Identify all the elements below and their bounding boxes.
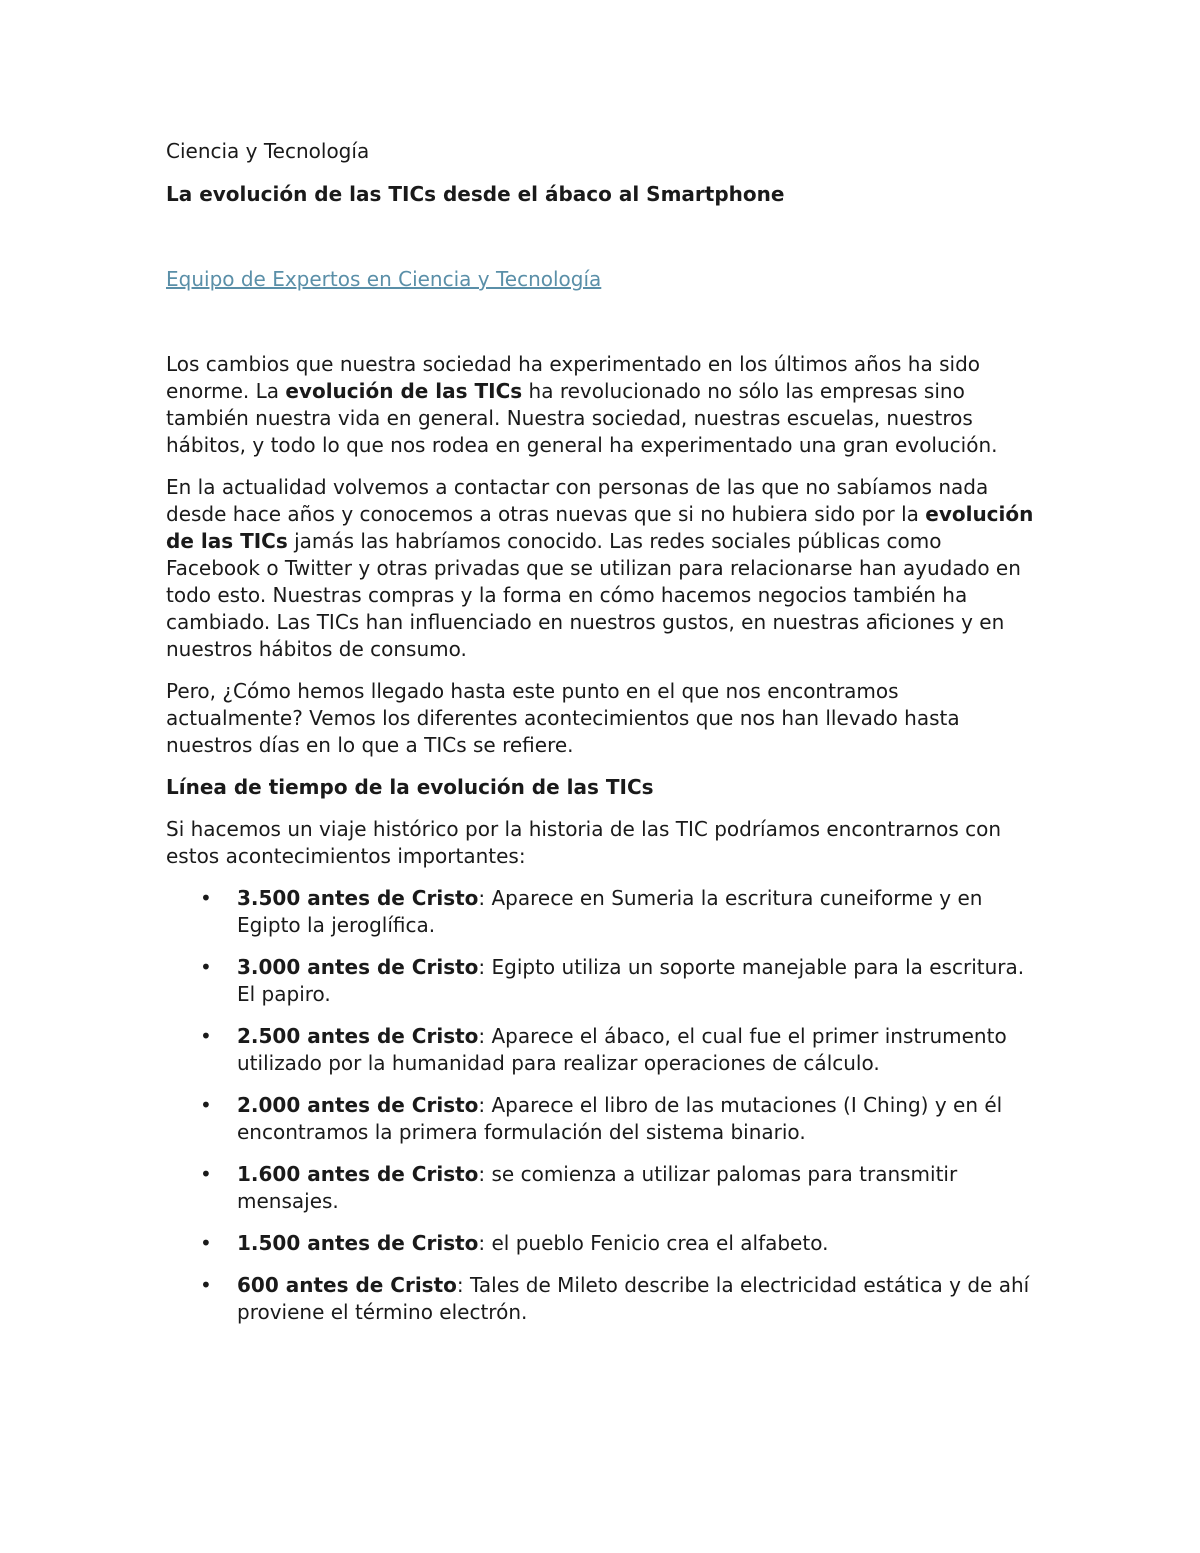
- category-label: Ciencia y Tecnología: [166, 139, 370, 163]
- section-heading: Línea de tiempo de la evolución de las TICs: [166, 775, 654, 799]
- document-title: La evolución de las TICs desde el ábaco al Smartphone: [166, 182, 785, 206]
- timeline-date: 1.600 antes de Cristo: [237, 1162, 479, 1186]
- timeline-date: 3.500 antes de Cristo: [237, 886, 479, 910]
- timeline-text: : Tales de Mileto describe la electricidad estática y de ahí proviene el término electrón.: [237, 1273, 1030, 1324]
- timeline-date: 1.500 antes de Cristo: [237, 1231, 479, 1255]
- list-item: [166, 954, 1038, 1008]
- paragraph-social-text-c: jamás las habríamos conocido. Las redes sociales públicas como Facebook o Twitter y otras privadas que se utilizan para relacionarse han ayudado en todo esto. Nuestras compras y la forma en cómo hacemos negocios también ha cambiado. Las TICs han influenciado en nuestros gustos, en nuestras aficiones y en nuestros hábitos de consumo.: [166, 529, 1021, 661]
- timeline-date: 2.000 antes de Cristo: [237, 1093, 479, 1117]
- timeline-date: 3.000 antes de Cristo: [237, 955, 479, 979]
- timeline-text: : Aparece el ábaco, el cual fue el primer instrumento utilizado por la humanidad para realizar operaciones de cálculo.: [237, 1024, 1007, 1075]
- list-item: [166, 1272, 1038, 1326]
- document-page: [166, 138, 1038, 1341]
- author-line: [166, 266, 1038, 293]
- timeline-list: [166, 885, 1038, 1326]
- bullet-icon: •: [200, 1093, 212, 1117]
- timeline-text: : Aparece en Sumeria la escritura cuneiforme y en Egipto la jeroglífica.: [237, 886, 983, 937]
- timeline-text: : se comienza a utilizar palomas para transmitir mensajes.: [237, 1162, 958, 1213]
- paragraph-intro-bold: evolución de las TICs: [285, 379, 523, 403]
- timeline-text: : Aparece el libro de las mutaciones (I Ching) y en él encontramos la primera formulación del sistema binario.: [237, 1093, 1003, 1144]
- timeline-text: : Egipto utiliza un soporte manejable para la escritura. El papiro.: [237, 955, 1025, 1006]
- paragraph-intro-text-c: ha revolucionado no sólo las empresas sino también nuestra vida en general. Nuestra sociedad, nuestras escuelas, nuestros hábitos, y todo lo que nos rodea en general ha experimentado una gran evolución.: [166, 379, 998, 457]
- list-item: [166, 1161, 1038, 1215]
- bullet-icon: •: [200, 955, 212, 979]
- list-item: [166, 1092, 1038, 1146]
- bullet-icon: •: [200, 1162, 212, 1186]
- paragraph-intro: [166, 351, 1038, 459]
- author-link[interactable]: Equipo de Expertos en Ciencia y Tecnología: [166, 267, 602, 291]
- paragraph-timeline-intro: Si hacemos un viaje histórico por la historia de las TIC podríamos encontrarnos con estos acontecimientos importantes:: [166, 817, 1002, 868]
- bullet-icon: •: [200, 1231, 212, 1255]
- bullet-icon: •: [200, 1273, 212, 1297]
- paragraph-question: Pero, ¿Cómo hemos llegado hasta este punto en el que nos encontramos actualmente? Vemos los diferentes acontecimientos que nos han llevado hasta nuestros días en lo que a TICs se refiere.: [166, 679, 960, 757]
- paragraph-intro-text-a: Los cambios que nuestra sociedad ha experimentado en los últimos años ha sido enorme. La: [166, 352, 980, 403]
- list-item: [166, 885, 1038, 939]
- paragraph-social-bold: evolución de las TICs: [166, 502, 1034, 553]
- paragraph-social-text-a: En la actualidad volvemos a contactar con personas de las que no sabíamos nada desde hace años y conocemos a otras nuevas que si no hubiera sido por la: [166, 475, 989, 526]
- list-item: [166, 1230, 1038, 1257]
- bullet-icon: •: [200, 886, 212, 910]
- timeline-date: 600 antes de Cristo: [237, 1273, 457, 1297]
- bullet-icon: •: [200, 1024, 212, 1048]
- timeline-text: : el pueblo Fenicio crea el alfabeto.: [478, 1231, 829, 1255]
- list-item: [166, 1023, 1038, 1077]
- timeline-date: 2.500 antes de Cristo: [237, 1024, 479, 1048]
- paragraph-social: [166, 474, 1038, 663]
